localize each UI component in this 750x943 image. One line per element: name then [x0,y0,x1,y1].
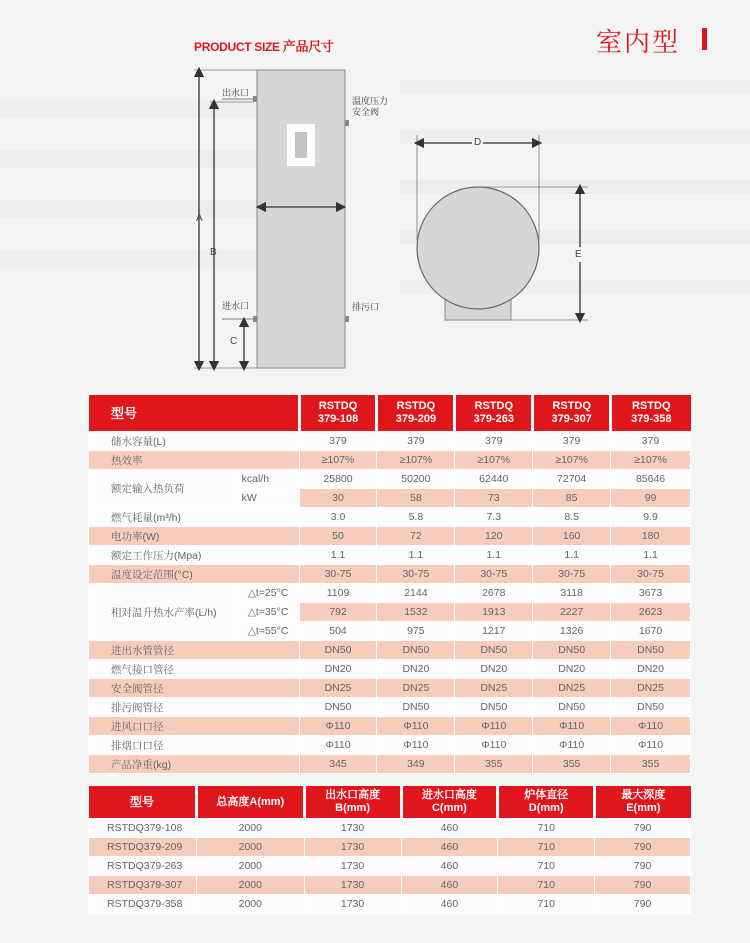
label-outlet: 出水口 [222,88,250,98]
table-cell: 1.1 [377,546,455,565]
table-cell: RSTDQ [552,400,591,412]
table-cell: 30-75 [455,565,533,584]
table-cell: 73 [455,489,533,508]
table-cell: Φ110 [299,736,377,755]
table-cell: 相对温升热水产率(L/h) [89,584,238,641]
table-cell: 30-75 [377,565,455,584]
valve-pipe [345,120,349,126]
table-cell: DN25 [455,679,533,698]
table-cell: DN20 [299,660,377,679]
model-header [533,395,611,432]
table-cell: D(mm) [528,802,564,814]
table-cell: 180 [611,527,691,546]
table-cell: 30-75 [611,565,691,584]
table-cell: 790 [595,838,691,857]
table-cell: 25800 [299,470,377,489]
table-cell: 710 [498,838,595,857]
table-cell: 1.1 [533,546,611,565]
table-cell: 355 [455,755,533,774]
label-dim-D: D [474,137,482,148]
table-cell: 1109 [299,584,377,603]
table-cell: DN25 [299,679,377,698]
table-cell: RSTDQ379-108 [89,819,197,838]
table-row [89,565,691,584]
table-cell: 2678 [455,584,533,603]
table-cell: 460 [401,857,498,876]
table-cell: DN25 [611,679,691,698]
dim-header [304,786,401,819]
table-cell: 2623 [611,603,691,622]
table-row [89,584,691,603]
table-cell: 460 [401,876,498,895]
table-cell: Φ110 [299,717,377,736]
table-cell: 1730 [304,895,401,914]
label-dim-B: B [210,247,217,258]
table-cell: 2227 [533,603,611,622]
drain-pipe [345,316,349,322]
table-row [89,876,691,895]
table-cell: 1730 [304,876,401,895]
model-header [455,395,533,432]
table-cell: 2000 [196,838,304,857]
table-cell: DN20 [533,660,611,679]
table-cell: △t=35°C [237,603,299,622]
table-cell: 460 [401,819,498,838]
spec-header-label: 型号 [89,395,300,432]
table-cell: Φ110 [533,717,611,736]
table-row [89,660,691,679]
table-cell: 1730 [304,819,401,838]
table-cell: 379-307 [551,413,592,425]
table-cell: 产品净重(kg) [89,755,300,774]
spec-header-row [89,395,691,432]
section-title-cn: 产品尺寸 [282,39,334,54]
table-cell: 710 [498,895,595,914]
table-cell: 790 [595,876,691,895]
table-cell: 1.1 [611,546,691,565]
table-cell: B(mm) [335,802,371,814]
table-cell: 345 [299,755,377,774]
table-row [89,895,691,914]
table-cell: 120 [455,527,533,546]
table-cell: 进水口高度 [421,789,477,801]
table-cell: 2144 [377,584,455,603]
table-row [89,736,691,755]
label-safety-valve [352,96,388,118]
heater-body-top [417,187,539,309]
spec-table [88,394,691,774]
table-cell: 50 [299,527,377,546]
table-cell: 379 [377,432,455,451]
table-cell: △t=55°C [237,622,299,641]
table-cell: 790 [595,819,691,838]
table-cell: 379 [299,432,377,451]
table-row [89,698,691,717]
table-row [89,679,691,698]
table-cell: 5.8 [377,508,455,527]
table-cell: 进出水管管径 [89,641,300,660]
label-valve-line2: 安全阀 [352,107,380,117]
table-cell: 349 [377,755,455,774]
table-cell: 电功率(W) [89,527,300,546]
table-cell: 额定工作压力(Mpa) [89,546,300,565]
table-cell: 504 [299,622,377,641]
label-inlet: 进水口 [222,301,250,311]
table-cell: 58 [377,489,455,508]
table-row [89,819,691,838]
heater-body-front [257,70,345,368]
table-cell: 1913 [455,603,533,622]
dim-header [89,786,197,819]
table-cell: 1217 [455,622,533,641]
label-dim-C: C [230,336,238,347]
table-cell: DN50 [455,641,533,660]
table-cell: 温度设定范围(°C) [89,565,300,584]
table-cell: 2000 [196,819,304,838]
table-cell: ≥107% [611,451,691,470]
label-dim-A: A [196,213,203,224]
dim-header [401,786,498,819]
table-cell: DN20 [455,660,533,679]
table-cell: 热效率 [89,451,300,470]
table-cell: 792 [299,603,377,622]
table-cell: DN50 [611,698,691,717]
table-cell: 排污阀管径 [89,698,300,717]
table-cell: RSTDQ [396,400,436,412]
table-cell: DN25 [533,679,611,698]
table-cell: RSTDQ379-307 [89,876,197,895]
table-cell: Φ110 [533,736,611,755]
table-cell: 出水口高度 [325,789,381,801]
table-cell: DN50 [377,698,455,717]
table-cell: 1.1 [455,546,533,565]
table-cell: 460 [401,895,498,914]
table-cell: 安全阀管径 [89,679,300,698]
model-header [299,395,377,432]
table-cell: RSTDQ379-209 [89,838,197,857]
table-cell: 460 [401,838,498,857]
table-cell: 型号 [129,794,154,809]
heater-window [291,128,311,162]
table-cell: △t=25°C [237,584,299,603]
table-row [89,451,691,470]
table-cell: Φ110 [611,736,691,755]
table-cell: RSTDQ [474,400,514,412]
model-header [611,395,691,432]
table-cell: 790 [595,895,691,914]
table-cell: 710 [498,819,595,838]
table-cell: 7.3 [455,508,533,527]
table-cell: RSTDQ [632,400,671,412]
table-cell: 最大深度 [621,789,666,801]
table-cell: 9.9 [611,508,691,527]
dim-header [498,786,595,819]
table-cell: DN25 [377,679,455,698]
table-cell: ≥107% [377,451,455,470]
table-cell: 975 [377,622,455,641]
table-cell: 1670 [611,622,691,641]
table-cell: 1.1 [299,546,377,565]
label-valve-line1: 温度压力 [352,96,389,106]
table-cell: RSTDQ379-263 [89,857,197,876]
dim-header [595,786,691,819]
table-cell: DN50 [533,641,611,660]
table-cell: 62440 [455,470,533,489]
table-cell: Φ110 [455,736,533,755]
table-cell: 2000 [196,857,304,876]
table-row [89,432,691,451]
table-cell: DN50 [455,698,533,717]
table-cell: 85646 [611,470,691,489]
product-dimension-diagram [0,0,750,390]
table-cell: DN50 [299,641,377,660]
table-cell: 进风口口径 [89,717,300,736]
label-drain: 排污口 [352,302,380,312]
table-cell: kW [237,489,299,508]
table-row [89,470,691,489]
table-cell: 2000 [196,876,304,895]
table-cell: 3673 [611,584,691,603]
table-cell: DN20 [377,660,455,679]
table-cell: Φ110 [377,717,455,736]
table-cell: 排烟口口径 [89,736,300,755]
table-cell: 燃气接口管径 [89,660,300,679]
dimension-table [88,785,691,914]
table-cell: Φ110 [377,736,455,755]
table-cell: C(mm) [431,802,467,814]
table-cell: 790 [595,857,691,876]
table-row [89,546,691,565]
table-cell: 30-75 [533,565,611,584]
table-cell: Φ110 [611,717,691,736]
table-cell: 1730 [304,838,401,857]
table-cell: 燃气耗量(m³/h) [89,508,300,527]
table-cell: 85 [533,489,611,508]
table-cell: E(mm) [626,802,661,814]
table-cell: 30-75 [299,565,377,584]
table-cell: DN50 [377,641,455,660]
outlet-pipe [253,96,257,102]
table-cell: 1730 [304,857,401,876]
table-cell: 710 [498,876,595,895]
table-cell: 2000 [196,895,304,914]
table-cell: 99 [611,489,691,508]
table-cell: 额定输入热负荷 [89,470,238,508]
table-row [89,857,691,876]
table-cell: 379-263 [473,413,514,425]
table-row [89,838,691,857]
table-row [89,717,691,736]
table-cell: ≥107% [455,451,533,470]
table-cell: kcal/h [237,470,299,489]
table-cell: 总高度A(mm) [216,795,285,808]
table-cell: 炉体直径 [524,789,569,801]
table-row [89,527,691,546]
table-cell: 3.0 [299,508,377,527]
table-cell: 72 [377,527,455,546]
table-cell: ≥107% [533,451,611,470]
dimension-header-row [89,786,691,819]
table-cell: 379-108 [317,413,359,425]
table-cell: Φ110 [455,717,533,736]
table-cell: 355 [611,755,691,774]
table-cell: 379-209 [395,413,437,425]
table-cell: DN50 [611,641,691,660]
table-cell: 50200 [377,470,455,489]
table-row [89,641,691,660]
table-cell: 160 [533,527,611,546]
table-row [89,508,691,527]
table-cell: 1532 [377,603,455,622]
table-cell: 8.5 [533,508,611,527]
table-cell: DN50 [299,698,377,717]
table-cell: 379 [611,432,691,451]
table-cell: 1326 [533,622,611,641]
label-dim-E: E [575,249,582,260]
page-title: 室内型 [596,27,681,57]
dim-header [196,786,304,819]
table-cell: RSTDQ [318,400,358,412]
model-header [377,395,455,432]
table-cell: DN20 [611,660,691,679]
inlet-pipe [253,316,257,322]
table-cell: 3118 [533,584,611,603]
table-cell: 储水容量(L) [89,432,300,451]
table-cell: 355 [533,755,611,774]
table-row [89,755,691,774]
table-cell: 379 [533,432,611,451]
table-cell: 379 [455,432,533,451]
table-cell: DN50 [533,698,611,717]
table-cell: 30 [299,489,377,508]
table-cell: 379-358 [631,413,672,425]
table-cell: 72704 [533,470,611,489]
table-cell: RSTDQ379-358 [89,895,197,914]
table-cell: ≥107% [299,451,377,470]
table-cell: 710 [498,857,595,876]
section-title-en: PRODUCT SIZE [194,40,280,54]
